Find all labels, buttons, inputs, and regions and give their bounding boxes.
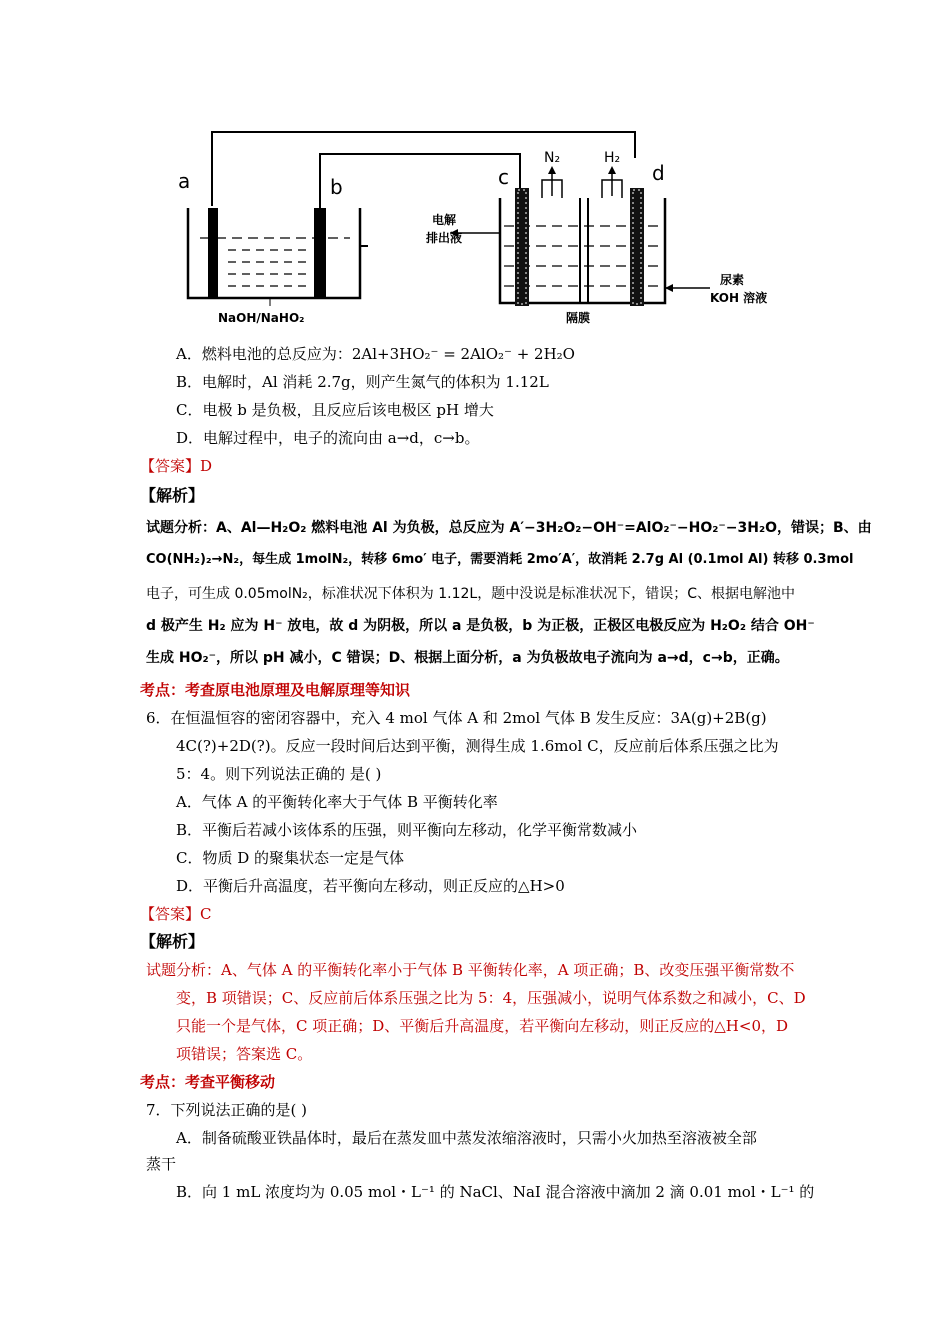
label-urea-2: KOH 溶液 [710, 291, 768, 305]
q6-option-c: C．物质 D 的聚集状态一定是气体 [176, 849, 405, 867]
q6-stem-line: 4C(?)+2D(?)。反应一段时间后达到平衡，测得生成 1.6mol C，反应前后体系压强之比为 [176, 737, 779, 755]
q6-stem-line: 5：4。则下列说法正确的 是( ) [176, 765, 382, 783]
q5-answer: 【答案】D [140, 457, 213, 475]
q7-option-a: A．制备硫酸亚铁晶体时，最后在蒸发皿中蒸发浓缩溶液时，只需小火加热至溶液被全部 [176, 1129, 757, 1147]
q6-analysis-line: 项错误；答案选 C。 [176, 1045, 313, 1063]
label-outflow-1: 电解 [432, 213, 457, 227]
q5-keypoint: 考点：考查原电池原理及电解原理等知识 [140, 681, 411, 699]
label-n2: N₂ [544, 150, 561, 166]
q5-analysis-line: 生成 HO₂⁻，所以 pH 减小，C 错误；D、根据上面分析，a 为负极故电子流向为 a→d，c→b，正确。 [146, 650, 789, 666]
electrode-b [314, 208, 326, 298]
electrolysis-diagram [170, 128, 780, 328]
q6-option-a: A．气体 A 的平衡转化率大于气体 B 平衡转化率 [176, 793, 498, 811]
q6-option-b: B．平衡后若减小该体系的压强，则平衡向左移动，化学平衡常数减小 [176, 821, 638, 839]
q6-stem-line: 6．在恒温恒容的密闭容器中，充入 4 mol 气体 A 和 2mol 气体 B 发生反应：3A(g)+2B(g) [146, 709, 767, 727]
q5-analysis-heading: 【解析】 [140, 486, 205, 505]
q5-option-b: B．电解时，Al 消耗 2.7g，则产生氮气的体积为 1.12L [176, 373, 549, 391]
q6-analysis-line: 试题分析：A、气体 A 的平衡转化率小于气体 B 平衡转化率，A 项正确；B、改变压强平衡常数不 [146, 961, 795, 979]
q6-analysis-line: 变，B 项错误；C、反应前后体系压强之比为 5：4，压强减小，说明气体系数之和减小，C、D [176, 989, 806, 1007]
q7-stem: 7．下列说法正确的是( ) [146, 1101, 308, 1119]
left-electrolyte-dashes [200, 238, 350, 286]
electrode-d [630, 188, 644, 306]
label-h2: H₂ [604, 150, 621, 166]
q7-option-a-cont: 蒸干 [146, 1155, 177, 1173]
label-d: d [652, 161, 665, 185]
q5-analysis-line: 电子，可生成 0.05molN₂，标准状况下体积为 1.12L，题中没说是标准状况下，错误；C、根据电解池中 [146, 586, 795, 602]
q5-option-d: D．电解过程中，电子的流向由 a→d，c→b。 [176, 429, 480, 447]
label-outflow-2: 排出液 [426, 231, 463, 245]
q6-analysis-heading: 【解析】 [140, 932, 205, 951]
q6-analysis-line: 只能一个是气体，C 项正确；D、平衡后升高温度，若平衡向左移动，则正反应的△H<0，D [176, 1017, 789, 1035]
q5-analysis-line: 试题分析：A、Al—H₂O₂ 燃料电池 Al 为负极，总反应为 A′−3H₂O₂−OH⁻=AlO₂⁻−HO₂⁻−3H₂O，错误；B、由 [146, 520, 872, 536]
q6-keypoint: 考点：考查平衡移动 [140, 1073, 276, 1091]
electrode-c [515, 188, 529, 306]
q6-option-d: D．平衡后升高温度，若平衡向左移动，则正反应的△H>0 [176, 877, 565, 895]
q7-option-b: B．向 1 mL 浓度均为 0.05 mol・L⁻¹ 的 NaCl、NaI 混合溶液中滴加 2 滴 0.01 mol・L⁻¹ 的 [176, 1183, 815, 1201]
wire-b-c [320, 154, 520, 208]
label-a: a [178, 169, 191, 193]
electrode-a [208, 208, 218, 298]
q6-answer: 【答案】C [140, 905, 212, 923]
label-electrolyte-left: NaOH/NaHO₂ [218, 311, 305, 325]
q5-option-c: C．电极 b 是负极，且反应后该电极区 pH 增大 [176, 401, 494, 419]
q5-analysis-line: d 极产生 H₂ 应为 H⁻ 放电，故 d 为阴极，所以 a 是负极，b 为正极，正极区电极反应为 H₂O₂ 结合 OH⁻ [146, 618, 815, 634]
label-urea-1: 尿素 [720, 273, 745, 287]
wire-a-d [212, 132, 635, 206]
q5-option-a: A．燃料电池的总反应为：2Al+3HO₂⁻ = 2AlO₂⁻ + 2H₂O [176, 345, 575, 363]
label-b: b [330, 175, 343, 199]
label-membrane: 隔膜 [566, 311, 591, 325]
label-c: c [498, 165, 509, 189]
q5-analysis-line: CO(NH₂)₂→N₂，每生成 1molN₂，转移 6mo′ 电子，需要消耗 2mo′A′，故消耗 2.7g Al (0.1mol Al) 转移 0.3mol [146, 552, 854, 567]
